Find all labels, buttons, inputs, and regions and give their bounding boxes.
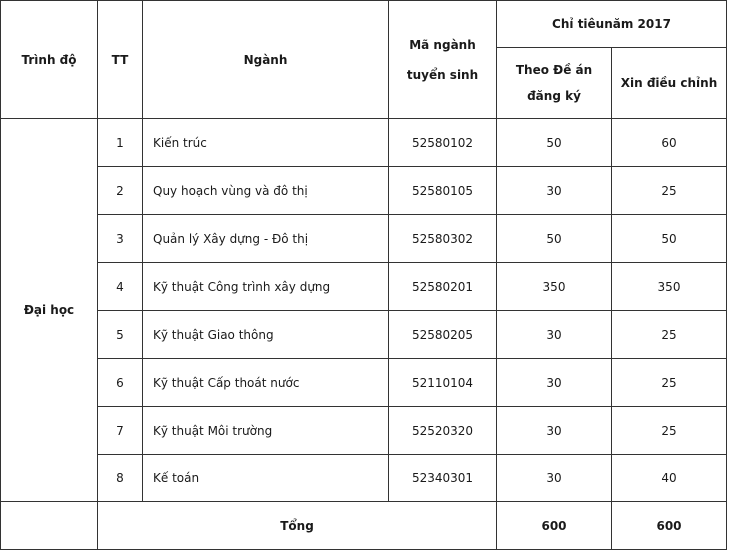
row-index: 2 [98,167,143,215]
header-adjusted: Xin điều chỉnh [612,48,727,119]
row-index: 4 [98,263,143,311]
row-adjusted: 25 [612,311,727,359]
row-registered: 30 [497,407,612,455]
row-registered: 50 [497,215,612,263]
row-major: Quản lý Xây dựng - Đô thị [143,215,389,263]
row-adjusted: 25 [612,167,727,215]
row-code: 52580302 [389,215,497,263]
table-row [1,311,727,359]
table-row [1,359,727,407]
row-registered: 30 [497,311,612,359]
row-index: 8 [98,455,143,502]
table-row [1,455,727,502]
row-major: Kỹ thuật Công trình xây dựng [143,263,389,311]
header-code: Mã ngành tuyển sinh [389,1,497,119]
level-cell: Đại học [1,119,98,502]
total-label: Tổng [98,502,497,550]
row-major: Kiến trúc [143,119,389,167]
table-row [1,167,727,215]
table-row [1,407,727,455]
table-row [1,263,727,311]
row-major: Quy hoạch vùng và đô thị [143,167,389,215]
row-adjusted: 25 [612,407,727,455]
row-major: Kỹ thuật Cấp thoát nước [143,359,389,407]
row-code: 52580105 [389,167,497,215]
row-code: 52110104 [389,359,497,407]
row-adjusted: 350 [612,263,727,311]
row-adjusted: 25 [612,359,727,407]
table-row [1,119,727,167]
row-major: Kế toán [143,455,389,502]
row-registered: 50 [497,119,612,167]
row-code: 52580205 [389,311,497,359]
row-adjusted: 40 [612,455,727,502]
row-code: 52340301 [389,455,497,502]
row-index: 6 [98,359,143,407]
total-row [1,502,727,550]
row-code: 52580102 [389,119,497,167]
row-index: 1 [98,119,143,167]
row-registered: 350 [497,263,612,311]
row-code: 52580201 [389,263,497,311]
row-registered: 30 [497,455,612,502]
header-registered: Theo Đề án đăng ký [497,48,612,119]
header-index: TT [98,1,143,119]
row-index: 3 [98,215,143,263]
total-adjusted: 600 [612,502,727,550]
total-empty-cell [1,502,98,550]
row-major: Kỹ thuật Môi trường [143,407,389,455]
row-index: 7 [98,407,143,455]
row-adjusted: 60 [612,119,727,167]
row-code: 52520320 [389,407,497,455]
row-adjusted: 50 [612,215,727,263]
header-major: Ngành [143,1,389,119]
row-registered: 30 [497,359,612,407]
row-index: 5 [98,311,143,359]
table-row [1,215,727,263]
total-registered: 600 [497,502,612,550]
header-quota-group: Chỉ tiêunăm 2017 [497,1,727,48]
row-registered: 30 [497,167,612,215]
row-major: Kỹ thuật Giao thông [143,311,389,359]
header-level: Trình độ [1,1,98,119]
